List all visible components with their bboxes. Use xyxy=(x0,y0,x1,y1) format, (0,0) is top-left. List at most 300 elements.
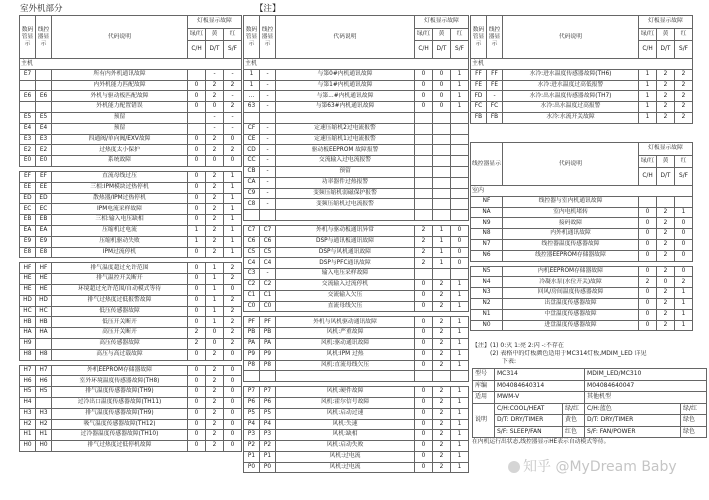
lamp-cell: 0 xyxy=(415,419,433,430)
lamp-cell: 2 xyxy=(433,328,451,339)
col-ch: C/H xyxy=(415,41,433,59)
lamp-cell: 2 xyxy=(433,408,451,419)
explain-ch: C/H:COOL/HEAT xyxy=(495,403,563,415)
fault-description: 室外环境温度传感器故障(TH8) xyxy=(52,376,188,387)
lamp-cell: 2 xyxy=(657,69,675,80)
lamp-cell: 0 xyxy=(188,397,206,408)
lamp-cell: 2 xyxy=(206,365,224,376)
table-row xyxy=(471,309,693,320)
code-cell: HF xyxy=(20,263,36,274)
lamp-cell xyxy=(188,112,206,123)
fault-description: 输入电压采样故障 xyxy=(276,269,415,280)
explain-dt-color-2: 绿色 xyxy=(681,415,707,427)
lamp-cell xyxy=(675,196,693,207)
lamp-cell: 0 xyxy=(415,441,433,452)
table-row xyxy=(20,397,242,408)
lamp-cell: 2 xyxy=(675,80,693,91)
wired-code-cell: PB xyxy=(260,328,276,339)
table-row xyxy=(471,218,693,229)
code-cell: EB xyxy=(20,215,36,226)
table-row xyxy=(20,349,242,360)
code-cell: HE xyxy=(20,284,36,295)
lamp-cell: 0 xyxy=(224,349,242,360)
lamp-cell: 1 xyxy=(451,91,469,102)
table-row xyxy=(471,102,693,113)
code-cell: P2 xyxy=(244,441,260,452)
lamp-cell: 2 xyxy=(657,239,675,250)
table-row xyxy=(20,193,242,204)
table-row xyxy=(20,430,242,441)
lamp-cell: 0 xyxy=(188,349,206,360)
lamp-cell: 0 xyxy=(675,250,693,261)
lamp-cell: 0 xyxy=(188,204,206,215)
code-cell: H8 xyxy=(20,349,36,360)
lamp-cell: 0 xyxy=(415,387,433,398)
fault-description: 高压开关断开 xyxy=(52,328,188,339)
lamp-cell: 0 xyxy=(206,156,224,167)
lamp-cell: - xyxy=(224,123,242,134)
lamp-cell xyxy=(451,166,469,177)
lamp-cell: 2 xyxy=(657,80,675,91)
lamp-cell: 1 xyxy=(639,102,657,113)
wired-code-cell: FE xyxy=(487,80,503,91)
wired-code-cell: C7 xyxy=(260,225,276,236)
code-cell: P1 xyxy=(244,451,260,462)
lamp-cell: 2 xyxy=(206,225,224,236)
explain-sf-color-2: 绿色 xyxy=(681,426,707,438)
lamp-cell: 1 xyxy=(451,387,469,398)
wired-code-cell: - xyxy=(260,269,276,280)
lamp-cell: 1 xyxy=(675,207,693,218)
lamp-cell xyxy=(415,123,433,134)
table-row xyxy=(244,349,469,360)
table-row xyxy=(244,102,469,113)
code-cell: FD xyxy=(471,91,487,102)
lamp-cell xyxy=(415,166,433,177)
lamp-cell xyxy=(433,210,451,221)
table-row xyxy=(20,182,242,193)
code-cell: C1 xyxy=(244,290,260,301)
table-row xyxy=(244,210,469,221)
lamp-cell xyxy=(451,269,469,280)
code-cell: CA xyxy=(244,177,260,188)
col-desc: 代码说明 xyxy=(52,16,188,59)
lamp-cell: 0 xyxy=(224,408,242,419)
fault-description: 与第63#内机通讯故障 xyxy=(276,102,415,113)
lamp-cell: 1 xyxy=(451,102,469,113)
code-cell xyxy=(244,371,260,382)
table-row xyxy=(244,91,469,102)
lamp-cell: 0 xyxy=(188,263,206,274)
note-2b: 下表: xyxy=(502,358,517,365)
wired-code-cell: FB xyxy=(487,112,503,123)
fault-description: 与第0#内机通讯故障 xyxy=(276,69,415,80)
table-row xyxy=(471,277,693,288)
table-row xyxy=(244,360,469,371)
table-row xyxy=(244,408,469,419)
code-cell: C9 xyxy=(244,188,260,199)
lamp-cell: 1 xyxy=(451,408,469,419)
lamp-cell xyxy=(415,269,433,280)
lamp-cell: 0 xyxy=(224,430,242,441)
wired-code-cell: E4 xyxy=(36,123,52,134)
lamp-cell xyxy=(433,199,451,210)
col-green: 绿/红 xyxy=(188,28,206,41)
watermark-text: 知乎 @MyDream Baby xyxy=(523,459,677,475)
lamp-cell: 0 xyxy=(415,290,433,301)
wired-code-cell: H8 xyxy=(36,349,52,360)
lamp-cell xyxy=(433,156,451,167)
lamp-cell: 0 xyxy=(188,274,206,285)
fault-description: 风机:硬件故障 xyxy=(276,387,415,398)
col-lamp: 灯板显示故障 xyxy=(639,143,693,156)
lamp-cell: 0 xyxy=(188,145,206,156)
lamp-cell: 0 xyxy=(206,328,224,339)
table-row xyxy=(244,145,469,156)
lamp-cell: 0 xyxy=(433,80,451,91)
lamp-cell: 0 xyxy=(188,419,206,430)
code-cell: 1 xyxy=(244,69,260,80)
lamp-cell xyxy=(433,177,451,188)
note-1: (1) 0:灭 1:亮 2:闪 -:不存在 xyxy=(490,342,564,349)
wired-code-cell xyxy=(36,80,52,91)
lamp-cell: 0 xyxy=(224,134,242,145)
lamp-cell: 2 xyxy=(206,236,224,247)
lamp-cell xyxy=(657,196,675,207)
zhihu-logo-icon xyxy=(508,461,520,473)
lamp-cell: 2 xyxy=(657,288,675,299)
lamp-cell xyxy=(451,134,469,145)
lamp-cell: 2 xyxy=(206,80,224,91)
lamp-cell: 1 xyxy=(224,215,242,226)
table-row xyxy=(20,274,242,285)
explain-dt-color: 黄色 xyxy=(563,415,585,427)
fault-table-2 xyxy=(243,15,469,473)
fault-description: 接码故障 xyxy=(503,218,639,229)
table-row xyxy=(471,320,693,331)
wired-code-cell: HB xyxy=(36,317,52,328)
lamp-cell: 0 xyxy=(433,91,451,102)
lamp-cell: 2 xyxy=(206,215,224,226)
lamp-cell: 0 xyxy=(188,365,206,376)
fault-description: 进盘温度传感器故障 xyxy=(503,320,639,331)
lamp-cell: 2 xyxy=(206,182,224,193)
fault-description: 低压传感器故障 xyxy=(52,306,188,317)
lamp-cell: 1 xyxy=(224,225,242,236)
lamp-cell: 2 xyxy=(206,349,224,360)
code-cell: E7 xyxy=(20,69,36,80)
wired-code-cell xyxy=(260,112,276,123)
lamp-cell: 1 xyxy=(451,397,469,408)
code-cell: CD xyxy=(244,145,260,156)
code-cell: FF xyxy=(471,69,487,80)
lamp-cell xyxy=(415,371,433,382)
explain-label: 说明 xyxy=(473,403,495,438)
wired-code-cell: FC xyxy=(487,102,503,113)
wired-code-cell xyxy=(36,69,52,80)
lamp-cell xyxy=(415,156,433,167)
col-desc: 代码说明 xyxy=(503,16,639,59)
fault-description: 风机:IPM 过热 xyxy=(276,349,415,360)
code-cell: N4 xyxy=(471,277,503,288)
fault-description: 过冷出口温度传感器故障(TH11) xyxy=(52,397,188,408)
lamp-cell: 0 xyxy=(224,365,242,376)
lamp-cell: 1 xyxy=(675,288,693,299)
lamp-cell: 2 xyxy=(206,134,224,145)
code-cell: P5 xyxy=(244,408,260,419)
lamp-cell: 2 xyxy=(433,301,451,312)
wired-code-cell: C0 xyxy=(260,301,276,312)
lamp-cell: 2 xyxy=(433,397,451,408)
lamp-cell: 1 xyxy=(451,290,469,301)
lamp-cell: 2 xyxy=(433,338,451,349)
lamp-cell: 2 xyxy=(657,298,675,309)
wired-code-cell: PF xyxy=(260,317,276,328)
lamp-cell: 2 xyxy=(206,387,224,398)
col-sf: S/F xyxy=(675,41,693,59)
fault-description: 风机:直流母线欠压 xyxy=(276,360,415,371)
lamp-cell: 0 xyxy=(224,376,242,387)
code-cell: N1 xyxy=(471,309,503,320)
lamp-cell: 2 xyxy=(224,80,242,91)
host-label: 主机 xyxy=(20,59,242,70)
lamp-cell: 2 xyxy=(433,441,451,452)
wired-code-cell: EA xyxy=(36,225,52,236)
lamp-cell: 2 xyxy=(224,274,242,285)
lamp-cell: 0 xyxy=(188,80,206,91)
lamp-cell: 2 xyxy=(657,218,675,229)
lamp-cell: 2 xyxy=(433,462,451,473)
fault-description: 内机EEPROM存储器故障 xyxy=(503,266,639,277)
host-label: 主机 xyxy=(471,59,693,70)
fault-description: 排气过热度过低停机故障 xyxy=(52,441,188,452)
lamp-cell: 0 xyxy=(451,258,469,269)
lamp-cell: 0 xyxy=(675,266,693,277)
lamp-cell: 1 xyxy=(188,236,206,247)
lamp-cell: 0 xyxy=(206,338,224,349)
lamp-cell: 0 xyxy=(224,419,242,430)
lamp-cell: 0 xyxy=(188,171,206,182)
table-row xyxy=(20,236,242,247)
fault-description: 回风/房间温度传感器故障 xyxy=(503,288,639,299)
fault-description: 直流母线过压 xyxy=(52,171,188,182)
lamp-cell: 0 xyxy=(675,229,693,240)
wired-code-cell: E2 xyxy=(36,145,52,156)
fault-description: 排气温度传感器故障(TH9) xyxy=(52,408,188,419)
wired-code-cell xyxy=(36,102,52,113)
code-cell: H0 xyxy=(20,441,36,452)
code-cell: N2 xyxy=(471,298,503,309)
wired-code-cell: E3 xyxy=(36,134,52,145)
wired-code-cell: HF xyxy=(36,263,52,274)
fault-description: 排气温控开关断开 xyxy=(52,274,188,285)
lamp-cell: 2 xyxy=(188,338,206,349)
lamp-cell: 0 xyxy=(415,69,433,80)
code-cell: P6 xyxy=(244,397,260,408)
table-row xyxy=(244,247,469,258)
code-cell: C5 xyxy=(244,247,260,258)
fault-description: 预留 xyxy=(52,123,188,134)
table-row xyxy=(244,134,469,145)
table-row xyxy=(20,91,242,102)
lamp-cell: 1 xyxy=(433,258,451,269)
table-row xyxy=(244,69,469,80)
code-cell: CF xyxy=(244,123,260,134)
wired-code-cell: - xyxy=(260,134,276,145)
fault-description: 线控器与室内机通讯故障 xyxy=(503,196,639,207)
lamp-cell xyxy=(433,269,451,280)
code-cell: H2 xyxy=(20,419,36,430)
lamp-cell: 0 xyxy=(188,91,206,102)
table-row xyxy=(20,387,242,398)
lamp-cell xyxy=(451,145,469,156)
lamp-cell: 0 xyxy=(415,91,433,102)
table-row xyxy=(20,123,242,134)
wired-code-cell: P8 xyxy=(260,360,276,371)
code-cell xyxy=(244,112,260,123)
table-row xyxy=(244,156,469,167)
lamp-cell: 1 xyxy=(433,225,451,236)
lamp-cell: 2 xyxy=(657,207,675,218)
fault-description: 外机EEPROM存储器故障 xyxy=(52,365,188,376)
lamp-cell xyxy=(451,188,469,199)
lamp-cell: 2 xyxy=(675,69,693,80)
lamp-cell: 0 xyxy=(188,376,206,387)
code-cell: PA xyxy=(244,338,260,349)
fault-description: 线控器EEPROM存储器故障 xyxy=(503,250,639,261)
code-cell: CC xyxy=(244,156,260,167)
code-cell: N6 xyxy=(471,250,503,261)
wired-code-cell: - xyxy=(260,177,276,188)
fault-description: 与第1#内机通讯故障 xyxy=(276,80,415,91)
code-cell: C8 xyxy=(244,199,260,210)
fault-description: 压缩机驱动失败 xyxy=(52,236,188,247)
fault-description: 环境超过允许范围/自动模式等待 xyxy=(52,284,188,295)
explain-ch-color-2: 绿/红 xyxy=(681,403,707,415)
table-row xyxy=(20,215,242,226)
lamp-cell: 1 xyxy=(206,284,224,295)
wired-code-cell: E6 xyxy=(36,91,52,102)
apply-mdim: 其他机型 xyxy=(585,392,707,404)
fault-description: 变频压缩机过电流报警 xyxy=(276,199,415,210)
model-mc314: MC314 xyxy=(495,369,585,381)
wired-code-cell: P4 xyxy=(260,419,276,430)
lamp-cell: 1 xyxy=(224,236,242,247)
table-row xyxy=(244,80,469,91)
fault-description: 水冷:进水温度过高低报警 xyxy=(503,80,639,91)
fault-description: IPM电流采样故障 xyxy=(52,204,188,215)
fault-description: 排气温度传感器故障(TH9) xyxy=(52,387,188,398)
lamp-cell: 0 xyxy=(639,298,657,309)
code-cell: HE xyxy=(20,274,36,285)
explain-ch-color: 绿/红 xyxy=(563,403,585,415)
table-row xyxy=(20,156,242,167)
lamp-cell: 2 xyxy=(415,236,433,247)
lamp-cell: 2 xyxy=(206,419,224,430)
wired-code-cell: P3 xyxy=(260,430,276,441)
col-red: 红 xyxy=(675,28,693,41)
code-cell: P4 xyxy=(244,419,260,430)
fault-description: 交流输入过流停机 xyxy=(276,279,415,290)
wired-code-cell: EF xyxy=(36,171,52,182)
lamp-cell: 0 xyxy=(639,239,657,250)
fault-description: 水冷:出水温度过高报警 xyxy=(503,102,639,113)
fault-description: 三相:输入电压缺相 xyxy=(52,215,188,226)
lamp-cell: 1 xyxy=(675,298,693,309)
table-row xyxy=(244,279,469,290)
col-dt: D/T xyxy=(433,41,451,59)
table-row xyxy=(20,284,242,295)
table-row xyxy=(20,204,242,215)
fault-description: 过热度太小保护 xyxy=(52,145,188,156)
wired-code-cell: PA xyxy=(260,338,276,349)
col-green: 绿/红 xyxy=(639,28,657,41)
lamp-cell xyxy=(451,371,469,382)
col-dt: D/T xyxy=(206,41,224,59)
lamp-cell: 0 xyxy=(224,156,242,167)
lamp-cell: 1 xyxy=(451,451,469,462)
fault-description: 定速压缩机2过电流报警 xyxy=(276,123,415,134)
fault-description: 过冷器温度传感器故障(TH10) xyxy=(52,430,188,441)
table-row xyxy=(244,441,469,452)
wired-code-cell: P0 xyxy=(260,462,276,473)
wired-code-cell: - xyxy=(260,102,276,113)
table-row xyxy=(244,301,469,312)
fault-description: DSP与PFC通讯故障 xyxy=(276,258,415,269)
lamp-cell: 2 xyxy=(206,145,224,156)
col-dt: D/T xyxy=(657,41,675,59)
wired-code-cell: - xyxy=(260,188,276,199)
table-row xyxy=(244,112,469,123)
lamp-cell: 2 xyxy=(206,247,224,258)
wired-code-cell: E9 xyxy=(36,236,52,247)
lamp-cell: 0 xyxy=(188,182,206,193)
col-lamp: 灯板显示故障 xyxy=(188,16,242,29)
lamp-cell: 2 xyxy=(657,250,675,261)
code-cell: P7 xyxy=(244,387,260,398)
lamp-cell xyxy=(188,123,206,134)
lamp-cell: 2 xyxy=(433,387,451,398)
fault-description: 风机:霍尔信号故障 xyxy=(276,397,415,408)
col-digital: 数码管显示 xyxy=(471,16,487,59)
fault-description: 风机:启动过速 xyxy=(276,408,415,419)
lamp-cell xyxy=(415,134,433,145)
fault-description: 内外机通讯故障 xyxy=(503,229,639,240)
wired-code-cell: H6 xyxy=(36,376,52,387)
wired-code-cell: - xyxy=(260,156,276,167)
col-green: 绿/红 xyxy=(415,28,433,41)
table-row xyxy=(471,229,693,240)
table-row xyxy=(244,338,469,349)
table-row xyxy=(20,328,242,339)
wired-code-cell xyxy=(260,371,276,382)
wired-code-cell: E8 xyxy=(36,247,52,258)
lamp-cell xyxy=(451,156,469,167)
lamp-cell: 2 xyxy=(657,266,675,277)
code-cell: 63 xyxy=(244,102,260,113)
section-title: 室外机部分 xyxy=(20,4,63,14)
lamp-cell xyxy=(415,210,433,221)
lamp-cell: 1 xyxy=(451,441,469,452)
lamp-cell: 0 xyxy=(639,266,657,277)
code-cell: HD xyxy=(20,295,36,306)
lamp-cell: 0 xyxy=(415,349,433,360)
code-cell xyxy=(244,210,260,221)
lamp-cell: 0 xyxy=(639,218,657,229)
lamp-cell: 1 xyxy=(451,338,469,349)
lamp-cell: 0 xyxy=(639,207,657,218)
table-row xyxy=(244,451,469,462)
